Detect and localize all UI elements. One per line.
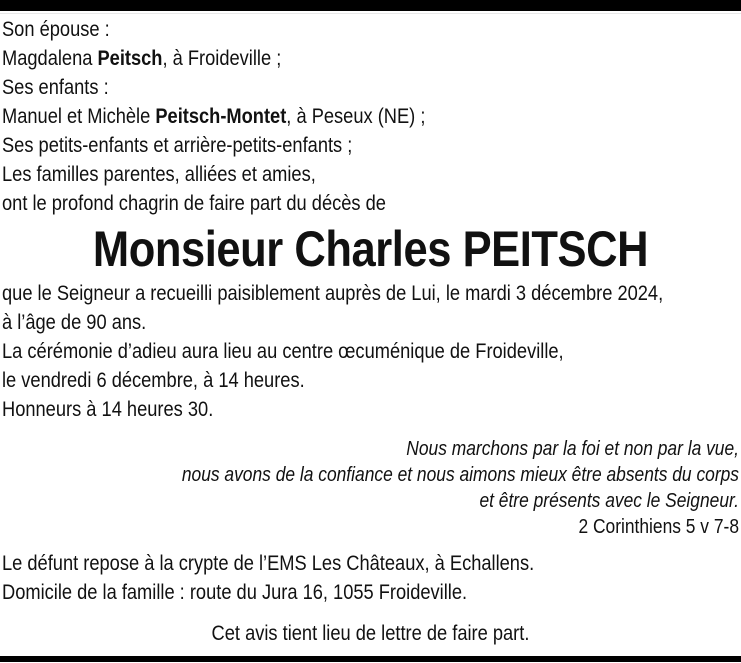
family-intro [2,15,739,218]
bottom-border [0,656,741,662]
announcement-line: à l’âge de 90 ans. [2,311,147,334]
intro-line [2,73,643,102]
info-line: Domicile de la famille : route du Jura 16, 1055 Froideville. [2,581,468,604]
intro-line [2,102,643,131]
intro-text: , à Peseux (NE) ; [286,105,426,128]
intro-text: Son épouse : [2,18,110,41]
intro-name: Peitsch [97,47,163,70]
announcement-line: le vendredi 6 décembre, à 14 heures. [2,369,305,392]
announcement-line: La cérémonie d’adieu aura lieu au centre œcuménique de Froideville, [2,340,564,363]
quote-reference: 2 Corinthiens 5 v 7-8 [578,516,739,538]
announcement-line: que le Seigneur a recueilli paisiblement auprès de Lui, le mardi 3 décembre 2024, [2,282,664,305]
intro-text: Les familles parentes, alliées et amies, [2,163,316,186]
intro-line [2,15,643,44]
intro-text: Manuel et Michèle [2,105,156,128]
intro-name: Peitsch-Montet [155,105,287,128]
practical-info [2,549,739,607]
intro-text: ont le profond chagrin de faire part du décès de [2,192,386,215]
announcement [2,279,739,424]
intro-line [2,160,643,189]
intro-text: Magdalena [2,47,98,70]
notice-content [0,11,741,648]
deceased-name-title: Monsieur Charles PEITSCH [92,221,649,277]
info-line: Le défunt repose à la crypte de l’EMS Les Châteaux, à Echallens. [2,552,535,575]
quote-line: nous avons de la confiance et nous aimons mieux être absents du corps [181,464,739,486]
quote-line: Nous marchons par la foi et non par la vue, [406,438,739,460]
top-border [0,0,741,11]
intro-text: Ses petits-enfants et arrière-petits-enfants ; [2,134,353,157]
quote-line: et être présents avec le Seigneur. [479,490,739,512]
announcement-line: Honneurs à 14 heures 30. [2,398,214,421]
intro-line [2,44,643,73]
intro-line [2,189,643,218]
closing-line: Cet avis tient lieu de lettre de faire part. [211,622,530,645]
scripture-quote [2,436,739,540]
intro-text: , à Froideville ; [162,47,282,70]
intro-line [2,131,643,160]
intro-text: Ses enfants : [2,76,109,99]
